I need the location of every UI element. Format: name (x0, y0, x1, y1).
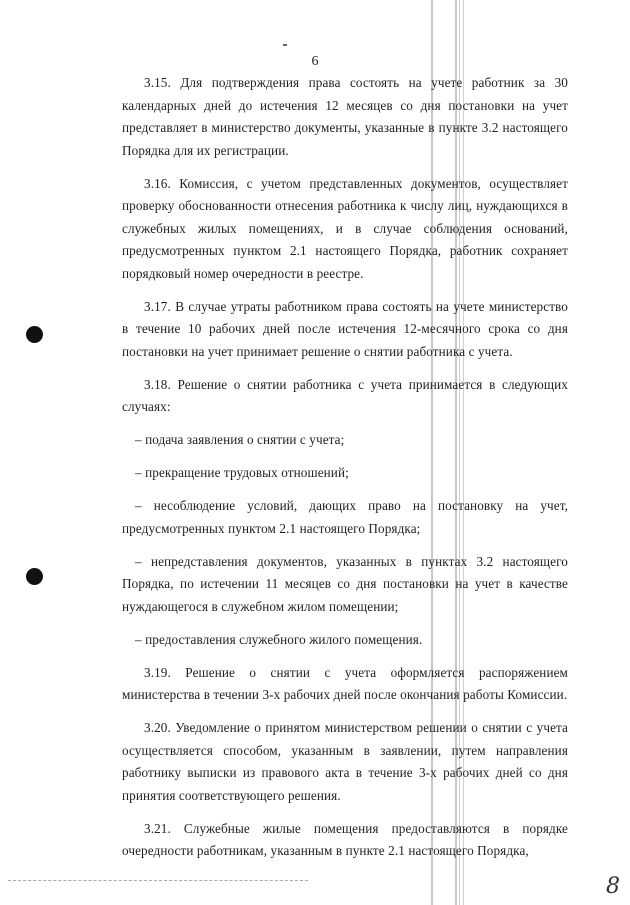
handwritten-page-number: 8 (606, 874, 620, 899)
paragraph-3-15: 3.15. Для подтверждения права состоять на учете работник за 30 календарных дней до истечения 12 месяцев со дня постановки на учет представляет в министерство документы, указанные в пункте 3.2 настоящего Порядка для их регистрации. (122, 75, 568, 158)
paragraph-3-19: 3.19. Решение о снятии с учета оформляется распоряжением министерства в течении 3-х рабочих дней после окончания работы Комиссии. (122, 664, 568, 702)
paragraph-3-16: 3.16. Комиссия, с учетом представленных документов, осуществляет проверку обоснованности отнесения работника к числу лиц, нуждающихся в служебных жилых помещениях, и в случае соблюдения оснований, предусмотренных пунктом 2.1 настоящего Порядка, работник сохраняет порядковый номер очередности в реестре. (122, 175, 568, 281)
hole-punch-mark (26, 568, 43, 585)
paragraph-3-21: 3.21. Служебные жилые помещения предоставляются в порядке очередности работникам, указанным в пункте 2.1 настоящего Порядка, (122, 820, 568, 858)
list-item-housing-provided: – предоставления служебного жилого помещения. (135, 631, 423, 647)
hole-punch-mark (26, 326, 43, 343)
list-item-withdrawal-request: – подача заявления о снятии с учета; (135, 432, 345, 447)
paragraph-3-18: 3.18. Решение о снятии работника с учета принимается в следующих случаях: (122, 376, 568, 414)
list-item-employment-termination: – прекращение трудовых отношений; (135, 465, 349, 480)
scan-artifact-line (8, 880, 308, 882)
list-item-conditions-not-met: – несоблюдение условий, дающих право на постановку на учет, предусмотренных пунктом 2.1 настоящего Порядка; (122, 498, 568, 536)
document-body (122, 72, 568, 873)
scan-speck (283, 44, 287, 46)
page-number: 6 (311, 54, 319, 69)
paragraph-3-17: 3.17. В случае утраты работником права состоять на учете министерство в течение 10 рабочих дней после истечения 12-месячного срока со дня постановки на учет принимает решение о снятии работника с учета. (122, 298, 568, 359)
list-item-documents-not-submitted: – непредставления документов, указанных в пунктах 3.2 настоящего Порядка, по истечении 11 месяцев со дня постановки на учет в качестве нуждающегося в служебном жилом помещении; (122, 553, 568, 614)
paragraph-3-20: 3.20. Уведомление о принятом министерством решении о снятии с учета осуществляется способом, указанным в заявлении, путем направления работнику выписки из правового акта в течение 3-х рабочих дней со дня принятия соответствующего решения. (122, 720, 568, 803)
